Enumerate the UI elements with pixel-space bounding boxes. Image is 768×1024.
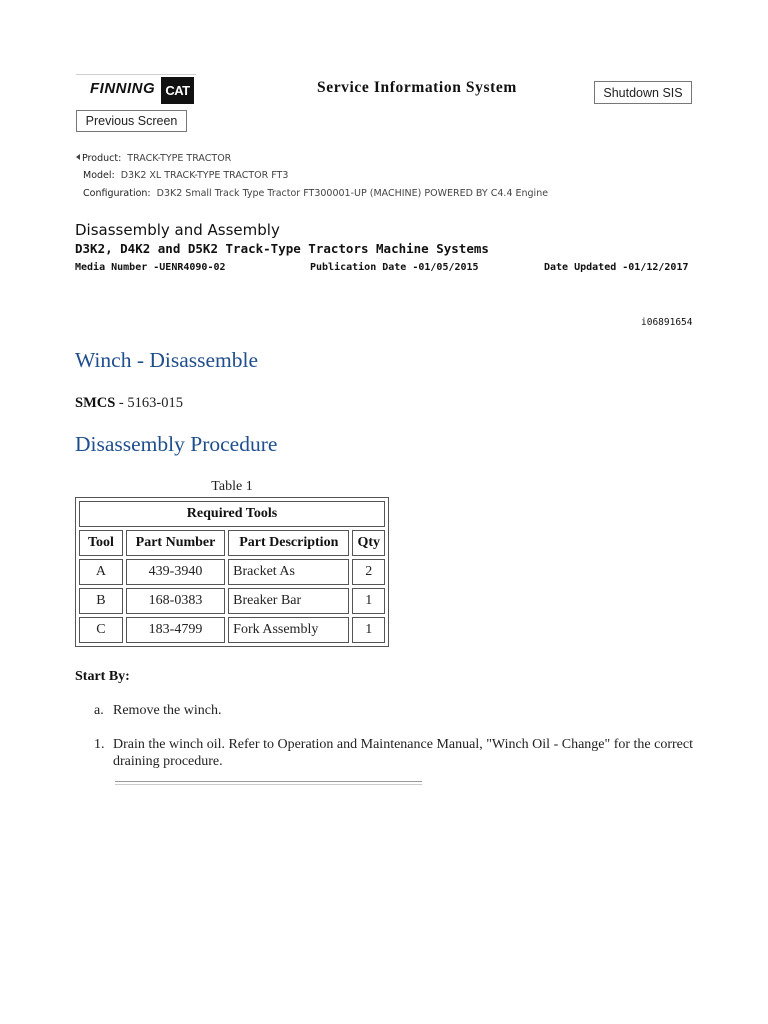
required-tools-table [75,497,389,647]
column-header-qty: Qty [352,530,385,556]
column-header-part-number: Part Number [126,530,225,556]
table-heading: Required Tools [79,501,385,527]
step-marker: 1. [94,737,105,752]
cell-part-number: 183-4799 [126,617,225,643]
collapse-arrow-icon[interactable] [76,154,80,160]
start-by-heading: Start By: [75,669,130,684]
document-subtitle: D3K2, D4K2 and D5K2 Track-Type Tractors Machine Systems [75,241,489,256]
configuration-label: Configuration: [83,188,151,199]
table-row [79,617,385,643]
system-title: Service Information System [317,79,517,96]
cell-tool: A [79,559,123,585]
cell-part-description: Bracket As [228,559,349,585]
product-value: TRACK-TYPE TRACTOR [127,153,232,164]
model-label: Model: [83,170,115,181]
logo-divider [76,74,196,75]
cell-tool: C [79,617,123,643]
step-text: Remove the winch. [113,703,222,718]
cell-part-number: 168-0383 [126,588,225,614]
divider [115,781,422,785]
table-caption: Table 1 [211,479,253,494]
column-header-tool: Tool [79,530,123,556]
table-row [79,588,385,614]
product-label: Product: [82,153,122,164]
cell-qty: 2 [352,559,385,585]
page-title: Winch - Disassemble [75,348,259,372]
procedure-heading: Disassembly Procedure [75,432,278,456]
cell-qty: 1 [352,588,385,614]
step-marker: a. [94,703,104,718]
shutdown-sis-button[interactable]: Shutdown SIS [594,81,692,104]
product-row[interactable] [76,153,231,164]
cell-part-number: 439-3940 [126,559,225,585]
table-row [79,559,385,585]
previous-screen-button[interactable]: Previous Screen [76,110,187,132]
configuration-row [83,188,548,199]
document-id: i06891654 [641,317,693,328]
column-header-part-description: Part Description [228,530,349,556]
table-header-row [79,530,385,556]
step-text: Drain the winch oil. Refer to Operation and Maintenance Manual, "Winch Oil - Change" for the correct draining procedure. [113,737,693,769]
date-updated: Date Updated -01/12/2017 [544,262,689,273]
cell-part-description: Breaker Bar [228,588,349,614]
smcs-value: - 5163-015 [115,395,183,411]
cell-part-description: Fork Assembly [228,617,349,643]
publication-date: Publication Date -01/05/2015 [310,262,479,273]
cat-logo-text: CAT [165,83,190,98]
media-number: Media Number -UENR4090-02 [75,262,226,273]
smcs-code [75,395,183,412]
model-row [83,170,288,181]
table-heading-row [79,501,385,527]
finning-logo: FINNING [90,80,156,97]
cell-tool: B [79,588,123,614]
document-category: Disassembly and Assembly [75,221,280,239]
cat-logo [161,77,194,104]
smcs-label: SMCS [75,395,116,411]
cell-qty: 1 [352,617,385,643]
model-value: D3K2 XL TRACK-TYPE TRACTOR FT3 [120,170,289,181]
configuration-value: D3K2 Small Track Type Tractor FT300001-UP (MACHINE) POWERED BY C4.4 Engine [156,188,549,199]
